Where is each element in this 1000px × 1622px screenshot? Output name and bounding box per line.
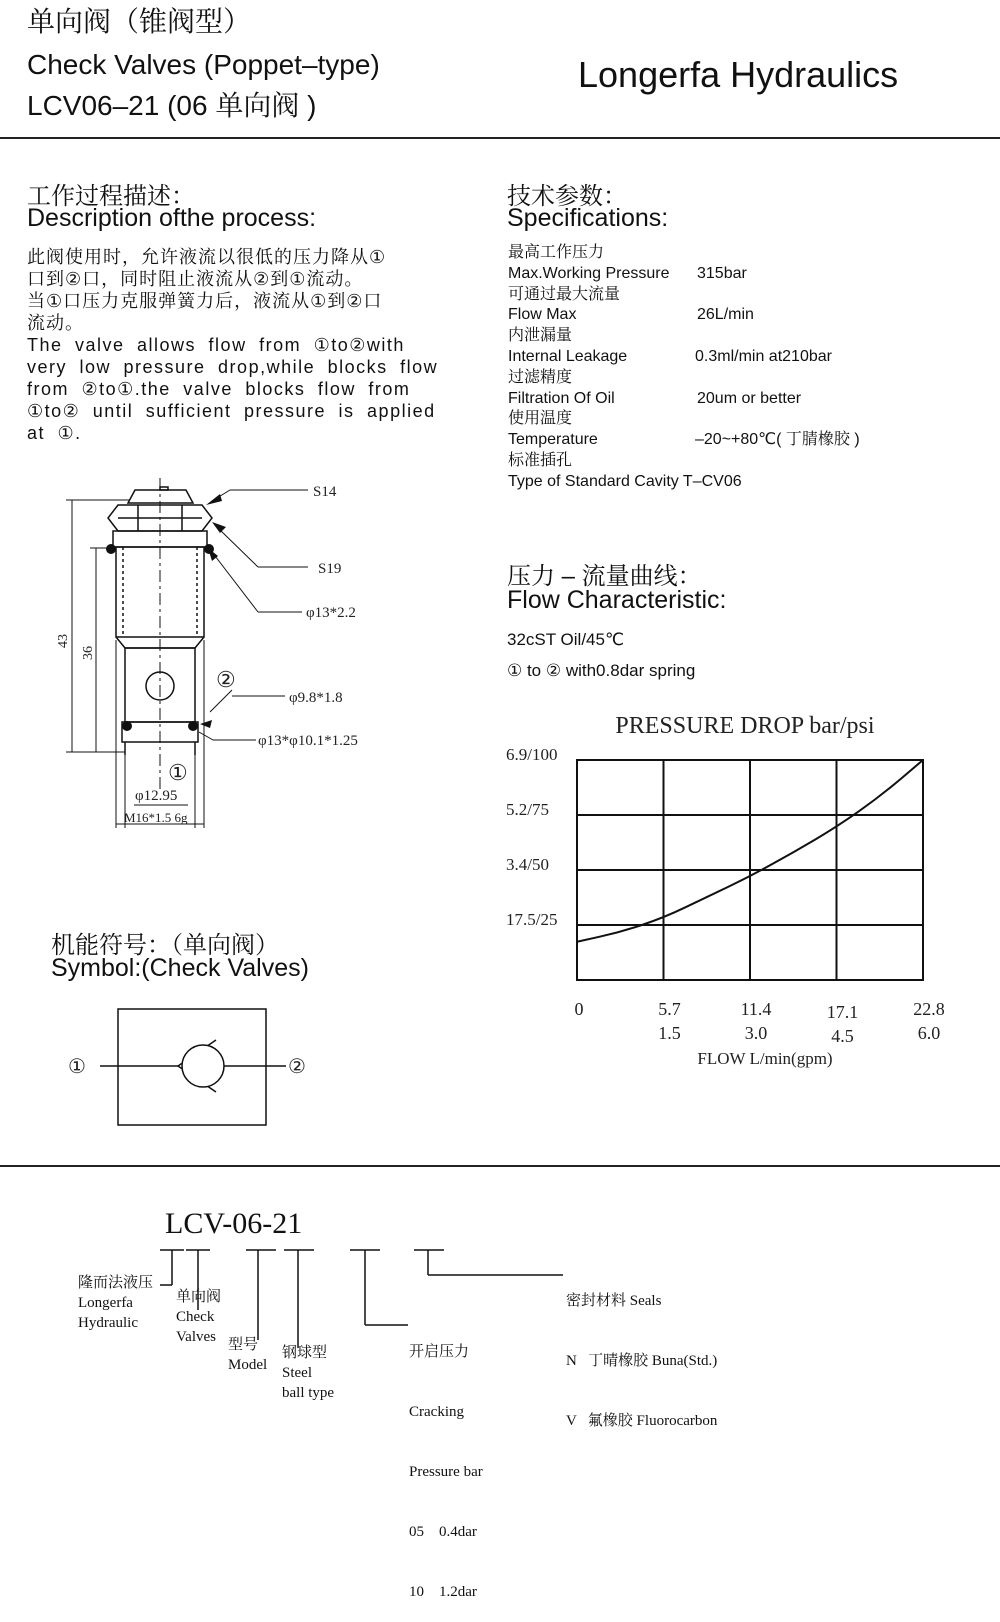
spring-condition: ① to ② with0.8dar spring [507, 661, 696, 680]
ordering-code: LCV-06-21 [165, 1207, 303, 1240]
description-en-line: ①to② until sufficient pressure is applied [27, 401, 436, 421]
symbol-port-2: ② [288, 1054, 306, 1078]
chart-x-tick-label-gpm: 1.5 [658, 1023, 681, 1043]
legend-line: 10 1.2dar [409, 1584, 477, 1600]
cracking-legend [409, 1302, 483, 1622]
chart-x-tick-label-gpm: 6.0 [917, 1023, 941, 1043]
spec-en: Filtration Of Oil [508, 389, 615, 407]
legend-line: 隆而法液压 [78, 1275, 154, 1291]
legend-line: 型号 [228, 1337, 259, 1353]
legend-line: 单向阀 [176, 1289, 222, 1305]
legend-line: Valves [176, 1329, 216, 1345]
flow-heading-cn: 压力 – 流量曲线： [507, 563, 702, 590]
label-43: 43 [56, 634, 71, 648]
legend-line: Pressure bar [409, 1464, 483, 1480]
chart-y-tick-label: 6.9/100 [506, 745, 558, 764]
valve-cross-section-drawing [0, 0, 500, 900]
symbol-heading-cn: 机能符号：（单向阀） [51, 932, 279, 959]
legend-line: Cracking [409, 1404, 464, 1420]
ordering-divider [0, 1165, 1000, 1167]
spec-heading-en: Specifications: [507, 204, 669, 232]
description-en-line: from ②to①.the valve blocks flow from [27, 379, 411, 399]
top-pin [160, 487, 168, 490]
title-cn: 单向阀（锥阀型） [27, 6, 252, 37]
chart-x-tick-label-lpm: 17.1 [826, 1002, 859, 1022]
chart-x-label: FLOW L/min(gpm) [697, 1049, 833, 1068]
chart-y-ticks [506, 745, 557, 929]
spec-cn: 可通过最大流量 [508, 285, 621, 303]
spec-en: Type of Standard Cavity T–CV06 [508, 472, 742, 490]
legend-line: Steel [282, 1365, 312, 1381]
legend-line: ball type [282, 1385, 335, 1401]
chart-grid [577, 760, 923, 980]
spec-heading-cn: 技术参数： [507, 183, 627, 210]
spec-cn: 标准插孔 [508, 451, 573, 469]
chart-x-tick-label-lpm: 11.4 [740, 999, 772, 1019]
spec-value: 315bar [697, 264, 747, 282]
ball-legend [282, 1343, 334, 1403]
symbol-port-1: ① [68, 1054, 86, 1078]
legend-line: N 丁晴橡胶 Buna(Std.) [566, 1353, 718, 1369]
description-heading-en: Description ofthe process: [27, 204, 317, 232]
description-heading-cn: 工作过程描述： [27, 183, 195, 210]
label-dia12-95: φ12.95 [135, 788, 178, 804]
chart-y-tick-label: 5.2/75 [506, 800, 549, 819]
legend-line: 开启压力 [409, 1344, 470, 1360]
chart-y-tick-label: 17.5/25 [506, 910, 558, 929]
port-1-label: ① [168, 760, 188, 785]
label-s19: S19 [318, 561, 342, 577]
spec-cn: 使用温度 [508, 410, 573, 428]
model-legend [228, 1335, 267, 1375]
label-36: 36 [81, 646, 96, 660]
oil-condition: 32cST Oil/45℃ [507, 630, 625, 649]
description-cn-line: 口到②口，同时阻止液流从②到①流动。 [27, 269, 364, 289]
chart-y-tick-label: 3.4/50 [506, 855, 549, 874]
legend-line: Model [228, 1357, 268, 1373]
brand-legend [78, 1273, 153, 1333]
description-cn-line: 此阀使用时，允许液流以很低的压力降从① [27, 247, 387, 267]
legend-line: 05 0.4dar [409, 1524, 477, 1540]
flow-heading-en: Flow Characteristic: [507, 586, 727, 614]
legend-line: 钢球型 [282, 1345, 328, 1361]
label-dia13-10: φ13*φ10.1*1.25 [258, 733, 358, 749]
spec-value: 0.3ml/min at210bar [695, 347, 832, 365]
spec-cn: 最高工作压力 [508, 244, 605, 261]
spec-cn: 内泄漏量 [508, 327, 573, 345]
chart-x-tick-label-gpm: 3.0 [744, 1023, 768, 1043]
model-line: LCV06–21 (06 单向阀 ) [27, 90, 317, 121]
title-en: Check Valves (Poppet–type) [27, 49, 380, 80]
chart-x-tick-label-gpm: 4.5 [831, 1026, 854, 1046]
description-en-line: The valve allows flow from ①to②with [27, 335, 405, 355]
spec-en: Flow Max [508, 306, 577, 324]
chart-x-ticks [575, 999, 945, 1046]
spec-cn: 过滤精度 [508, 368, 573, 386]
label-dia9-8: φ9.8*1.8 [289, 690, 343, 706]
symbol-heading-en: Symbol:(Check Valves) [51, 954, 309, 982]
label-thread: M16*1.5 6g [124, 810, 188, 825]
legend-line: Longerfa [78, 1295, 133, 1311]
legend-line: 密封材料 Seals [566, 1293, 662, 1309]
valve-outline [108, 478, 212, 790]
legend-line: Hydraulic [78, 1315, 138, 1331]
description-en-line: very low pressure drop,while blocks flow [27, 357, 439, 377]
spec-en: Max.Working Pressure [508, 264, 670, 282]
port-2-label: ② [216, 667, 236, 692]
chart-x-tick-label-lpm: 5.7 [658, 999, 681, 1019]
chart-x-tick-label-lpm: 0 [574, 999, 584, 1019]
label-s14: S14 [313, 484, 337, 500]
ball-icon [182, 1045, 224, 1087]
label-dia13: φ13*2.2 [306, 605, 356, 621]
spec-en: Internal Leakage [508, 347, 628, 365]
legend-line: Check [176, 1309, 215, 1325]
description-cn-line: 流动。 [27, 313, 84, 333]
description-cn-line: 当①口压力克服弹簧力后，液流从①到②口 [27, 291, 383, 311]
chart-x-tick-label-lpm: 22.8 [913, 999, 945, 1019]
brand-name: Longerfa Hydraulics [578, 54, 899, 95]
check-valve-symbol [60, 1000, 340, 1130]
spec-value: 20um or better [697, 389, 802, 407]
spec-value: –20~+80℃( 丁腈橡胶 ) [695, 431, 860, 449]
type-legend [176, 1287, 221, 1347]
spec-en: Temperature [508, 431, 598, 449]
seal-legend [566, 1251, 717, 1451]
spec-value: 26L/min [697, 306, 754, 324]
description-en-line: at ①. [27, 423, 82, 443]
chart-title: PRESSURE DROP bar/psi [615, 713, 875, 739]
legend-line: V 氟橡胶 Fluorocarbon [566, 1413, 718, 1429]
